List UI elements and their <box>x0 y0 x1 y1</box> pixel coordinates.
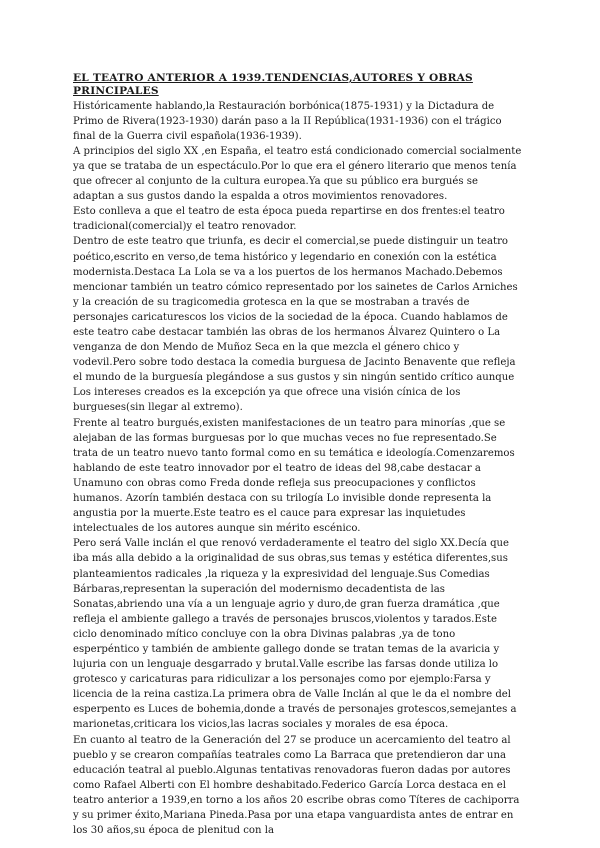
document-title: EL TEATRO ANTERIOR A 1939.TENDENCIAS,AUTORES Y OBRAS PRINCIPALES <box>73 72 473 97</box>
paragraph-commercial-theatre: Dentro de este teatro que triunfa, es decir el comercial,se puede distinguir un teatro poético,escrito en verso,de tema histórico y legendario en conexión con la estética modernista.Destaca La Lola se va a los puertos de los hermanos Machado.Debemos mencionar también un teatro cómico representado por los sainetes de Carlos Arniches y la creación de su tragicomedia grotesca en la que se mostraban a través de personajes caricaturescos los vicios de la sociedad de la época. Cuando hablamos de este teatro cabe destacar también las obras de los hermanos Álvarez Quintero o La venganza de don Mendo de Muñoz Seca en la que mezcla el género chico y vodevil.Pero sobre todo destaca la comedia burguesa de Jacinto Benavente que refleja el mundo de la burguesía plegándose a sus gustos y sin ningún sentido crítico aunque Los intereses creados es la excepción ya que ofrece una visión cínica de los burgueses(sin llegar al extremo). <box>73 236 518 414</box>
paragraph-historical-context: Históricamente hablando,la Restauración borbónica(1875-1931) y la Dictadura de Primo de Rivera(1923-1930) darán paso a la II República(1931-1936) con el trágico final de la Guerra civil española(1936-1939). <box>73 100 502 142</box>
paragraph-two-fronts: Esto conlleva a que el teatro de esta época pueda repartirse en dos frentes:el teatro tradicional(comercial)y el teatro renovador. <box>73 206 505 233</box>
paragraph-valle-inclan: Pero será Valle inclán el que renovó verdaderamente el teatro del siglo XX.Decía que iba más alla debido a la originalidad de sus obras,sus temas y estética diferentes,sus planteamientos radicales ,la riqueza y la expresividad del lenguaje.Sus Comedias Bárbaras,representan la superación del modernismo decadentista de las Sonatas,abriendo una vía a un lenguaje agrio y duro,de gran fuerza dramática ,que refleja el ambiente gallego a través de personajes bruscos,violentos y tarados.Este ciclo denominado mítico concluye con la obra Divinas palabras ,ya de tono esperpéntico y también de ambiente gallego donde se tratan temas de la avaricia y lujuria con un lenguaje desgarrado y brutal.Valle escribe las farsas donde utiliza lo grotesco y caricaturas para ridiculizar a los personajes como por ejemplo:Farsa y licencia de la reina castiza.La primera obra de Valle Inclán al que le da el nombre del esperpento es Luces de bohemia,donde a través de personajes grotescos,semejantes a marionetas,criticara los vicios,las lacras sociales y morales de esa época. <box>73 538 517 731</box>
paragraph-generation-27: En cuanto al teatro de la Generación del 27 se produce un acercamiento del teatro al pueblo y se crearon compañías teatrales como La Barraca que pretendieron dar una educación teatral al pueblo.Algunas tentativas renovadoras fueron dadas por autores como Rafael Alberti con El hombre deshabitado.Federico García Lorca destaca en el teatro anterior a 1939,en torno a los años 20 escribe obras como Títeres de cachiporra y su primer éxito,Mariana Pineda.Pasa por una etapa vanguardista antes de entrar en los 30 años,su época de plenitud con la <box>73 734 520 837</box>
paragraph-minority-theatre: Frente al teatro burgués,existen manifestaciones de un teatro para minorías ,que se alejaban de las formas burguesas por lo que muchas veces no fue representado.Se trata de un teatro nuevo tanto formal como en su temática e ideología.Comenzaremos hablando de este teatro innovador por el teatro de ideas del 98,cabe destacar a Unamuno con obras como Freda donde refleja sus preocupaciones y conflictos humanos. Azorín también destaca con su trilogía Lo invisible donde representa la angustia por la muerte.Este teatro es el cauce para expresar las inquietudes intelectuales de los autores aunque sin mérito escénico. <box>73 417 515 535</box>
paragraph-early-20th-century: A principios del siglo XX ,en España, el teatro está condicionado comercial socialmente ya que se trataba de un espectáculo.Por lo que era el género literario que menos tenía que ofrecer al conjunto de la cultura europea.Ya que su público era burgués se adaptan a sus gustos dando la espalda a otros movimientos renovadores. <box>73 145 522 203</box>
